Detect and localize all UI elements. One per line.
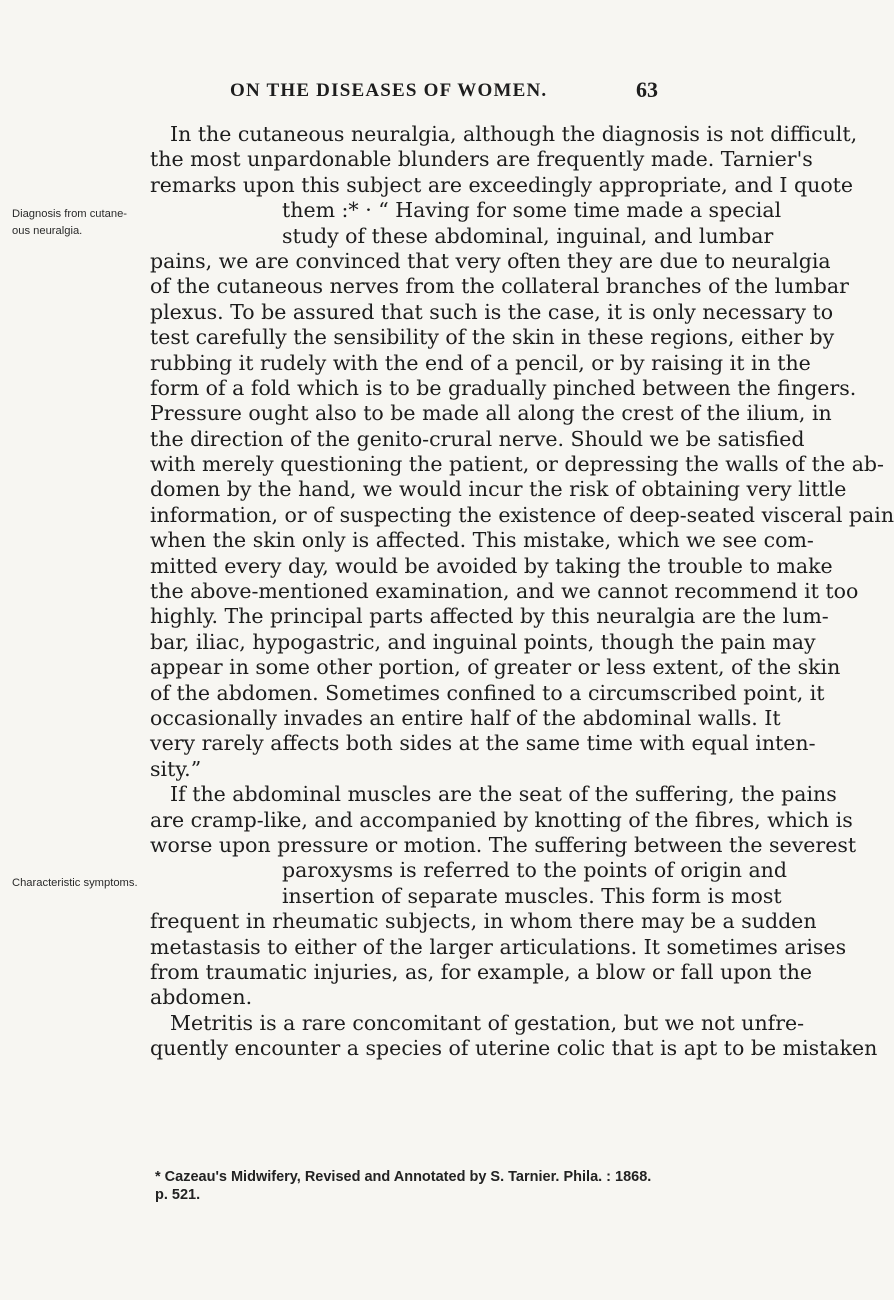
margin-note-block [12, 198, 782, 249]
text-line: paroxysms is referred to the points of origin and [282, 858, 788, 883]
paragraph-muscular-pain [12, 782, 857, 1011]
text-line: abdomen. [150, 985, 253, 1010]
text-line: the direction of the genito-crural nerve. Should we be satisfied [150, 426, 805, 451]
text-line: highly. The principal parts affected by this neuralgia are the lum- [150, 604, 829, 629]
text-line: plexus. To be assured that such is the case, it is only necessary to [150, 299, 834, 324]
running-head: ON THE DISEASES OF WOMEN. [230, 80, 548, 101]
text-line: form of a fold which is to be gradually pinched between the fingers. [150, 375, 857, 400]
footnote [155, 1168, 660, 1204]
text-line: If the abdominal muscles are the seat of the suffering, the pains [170, 782, 837, 807]
paragraph-metritis [150, 1010, 878, 1062]
side-note-line: Diagnosis from cutane- [12, 208, 128, 221]
body-text [12, 122, 894, 1061]
footnote-line: * Cazeau's Midwifery, Revised and Annotated by S. Tarnier. Phila. : 1868. [155, 1169, 652, 1185]
text-line: from traumatic injuries, as, for example, a blow or fall upon the [150, 959, 813, 984]
text-line: mitted every day, would be avoided by taking the trouble to make [150, 553, 833, 578]
text-line: Metritis is a rare concomitant of gestation, but we not unfre- [170, 1010, 805, 1035]
text-line: insertion of separate muscles. This form is most [282, 883, 782, 908]
page-header [150, 77, 658, 110]
text-line: sity.” [150, 756, 202, 781]
text-line: rubbing it rudely with the end of a pencil, or by raising it in the [150, 350, 811, 375]
text-line: worse upon pressure or motion. The suffering between the severest [150, 832, 857, 857]
side-note-characteristic-symptoms: Characteristic symptoms. [12, 877, 138, 890]
text-line: of the cutaneous nerves from the collateral branches of the lumbar [150, 274, 849, 299]
text-line: test carefully the sensibility of the skin in these regions, either by [150, 325, 835, 350]
paragraph-cutaneous-neuralgia [12, 122, 894, 782]
text-line: metastasis to either of the larger articulations. It sometimes arises [150, 934, 847, 959]
text-line: the most unpardonable blunders are frequently made. Tarnier's [150, 147, 813, 172]
text-line: very rarely affects both sides at the same time with equal inten- [150, 731, 816, 756]
footnote-line: p. 521. [155, 1187, 201, 1203]
text-line: them :* · “ Having for some time made a special [282, 198, 782, 223]
text-line: remarks upon this subject are exceedingly appropriate, and I quote [150, 172, 854, 197]
side-note-diagnosis [12, 206, 127, 240]
text-line: the above-mentioned examination, and we cannot recommend it too [150, 579, 859, 604]
text-line: when the skin only is affected. This mistake, which we see com- [150, 528, 814, 553]
text-line: domen by the hand, we would incur the risk of obtaining very little [150, 477, 847, 502]
margin-note-block [12, 858, 788, 909]
text-line: information, or of suspecting the existence of deep-seated visceral pain [150, 502, 894, 527]
text-line: with merely questioning the patient, or depressing the walls of the ab- [150, 452, 884, 477]
text-line: pains, we are convinced that very often they are due to neuralgia [150, 248, 831, 273]
text-line: bar, iliac, hypogastric, and inguinal points, though the pain may [150, 629, 816, 654]
text-line: frequent in rheumatic subjects, in whom there may be a sudden [150, 909, 817, 934]
text-line: quently encounter a species of uterine colic that is apt to be mistaken [150, 1036, 878, 1061]
text-line: of the abdomen. Sometimes confined to a circumscribed point, it [150, 680, 825, 705]
side-note-line: ous neuralgia. [12, 225, 83, 238]
text-line: study of these abdominal, inguinal, and lumbar [282, 223, 774, 248]
page-number: 63 [636, 77, 658, 102]
text-line: are cramp-like, and accompanied by knotting of the fibres, which is [150, 807, 853, 832]
text-line: Pressure ought also to be made all along the crest of the ilium, in [150, 401, 832, 426]
text-line: In the cutaneous neuralgia, although the diagnosis is not difficult, [170, 122, 858, 146]
text-line: appear in some other portion, of greater or less extent, of the skin [150, 655, 841, 680]
text-line: occasionally invades an entire half of the abdominal walls. It [150, 705, 781, 730]
